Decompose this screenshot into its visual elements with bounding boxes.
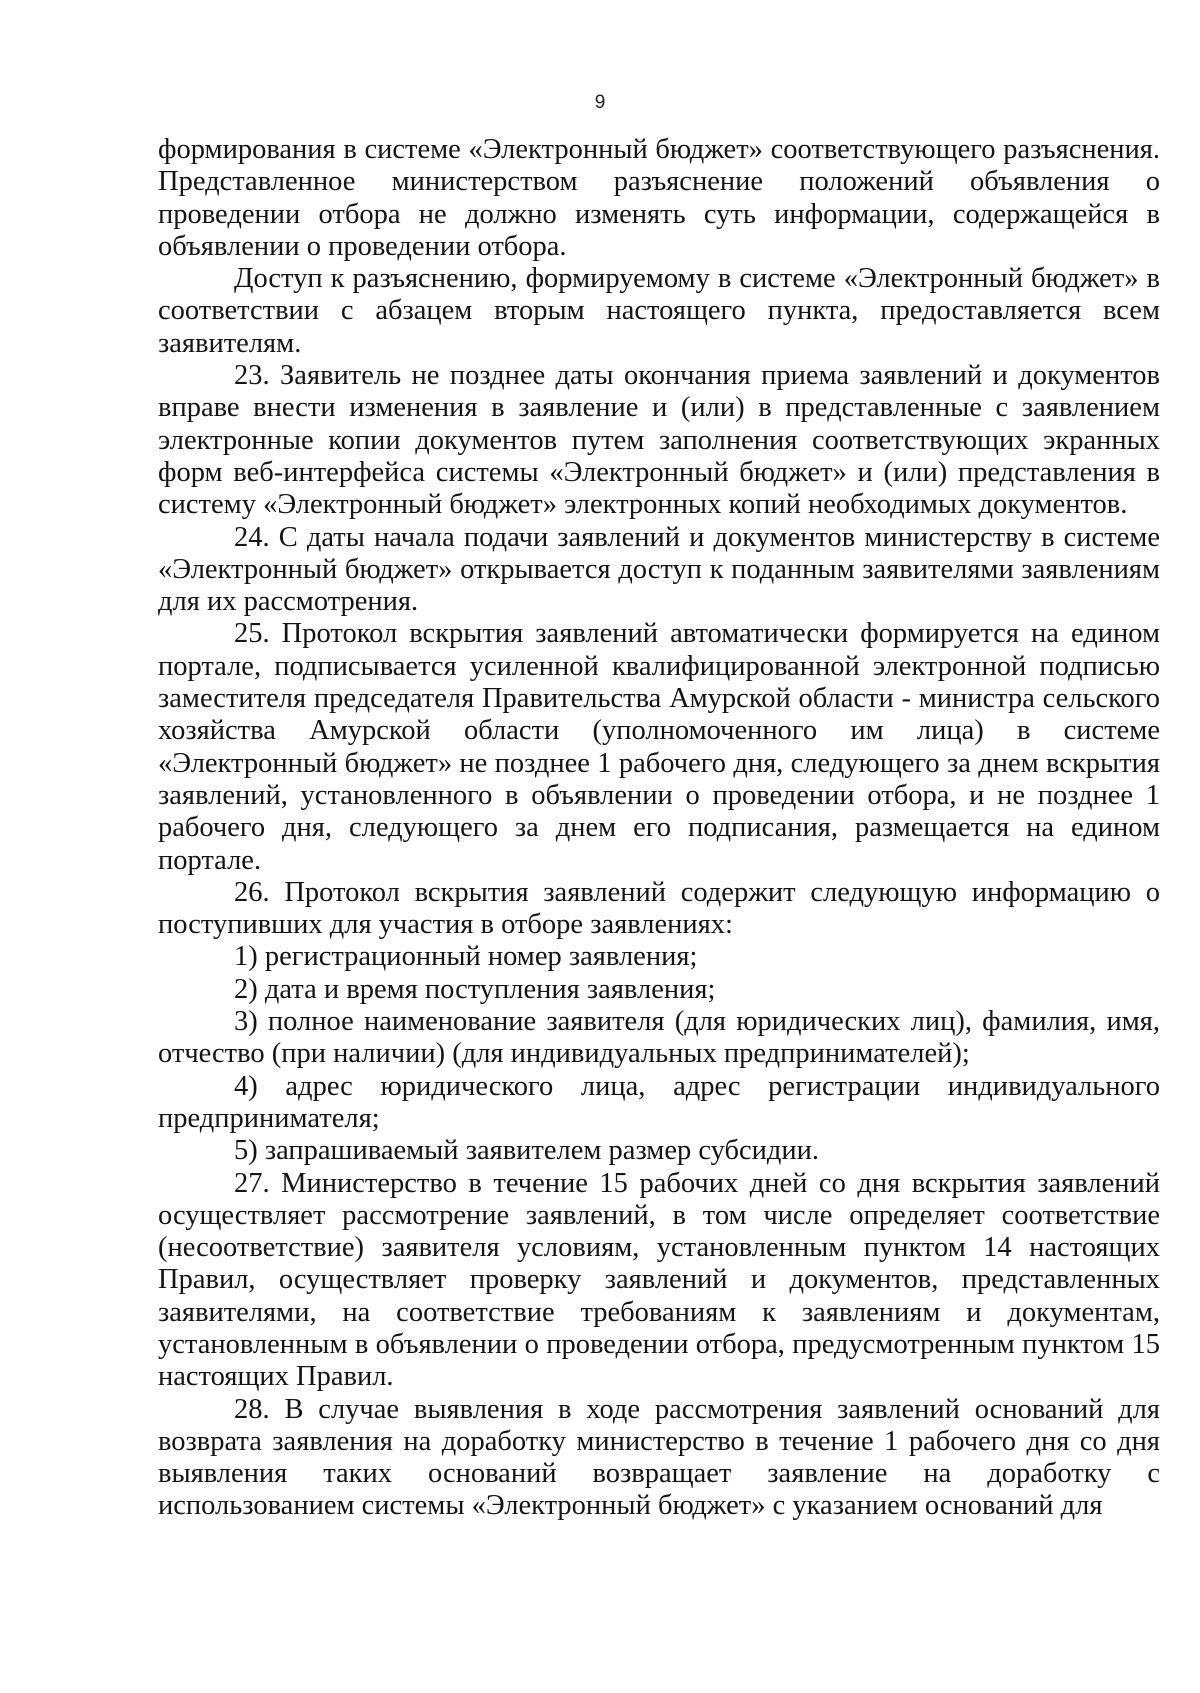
- paragraph-access-clarification: Доступ к разъяснению, формируемому в системе «Электронный бюджет» в соответствии с абзацем вторым настоящего пункта, предоставляется всем заявителям.: [158, 263, 1160, 359]
- paragraph-item-28: 28. В случае выявления в ходе рассмотрения заявлений оснований для возврата заявления на доработку министерство в течение 1 рабочего дня со дня выявления таких оснований возвращает заявление на доработку с использованием системы «Электронный бюджет» с указанием оснований для: [158, 1393, 1160, 1522]
- paragraph-continuation: формирования в системе «Электронный бюджет» соответствующего разъяснения. Представленное министерством разъяснение положений объявления о проведении отбора не должно изменять суть информации, содержащейся в объявлении о проведении отбора.: [158, 134, 1160, 262]
- list-item-26-4: 4) адрес юридического лица, адрес регистрации индивидуального предпринимателя;: [158, 1070, 1160, 1134]
- paragraph-item-26: 26. Протокол вскрытия заявлений содержит следующую информацию о поступивших для участия в отборе заявлениях:: [158, 876, 1160, 941]
- list-item-26-5: 5) запрашиваемый заявителем размер субсидии.: [234, 1135, 820, 1167]
- list-item-26-2: 2) дата и время поступления заявления;: [234, 973, 716, 1005]
- document-body: [158, 134, 1160, 1523]
- paragraph-item-24: 24. С даты начала подачи заявлений и документов министерству в системе «Электронный бюджет» открывается доступ к поданным заявителями заявлениям для их рассмотрения.: [158, 521, 1160, 618]
- paragraph-item-23: 23. Заявитель не позднее даты окончания приема заявлений и документов вправе внести изменения в заявление и (или) в представленные с заявлением электронные копии документов путем заполнения соответствующих экранных форм веб-интерфейса системы «Электронный бюджет» и (или) представления в систему «Электронный бюджет» электронных копий необходимых документов.: [158, 360, 1160, 521]
- page-number: 9: [594, 92, 606, 113]
- list-item-26-1: 1) регистрационный номер заявления;: [234, 941, 698, 973]
- paragraph-item-27: 27. Министерство в течение 15 рабочих дней со дня вскрытия заявлений осуществляет рассмотрение заявлений, в том числе определяет соответствие (несоответствие) заявителя условиям, установленным пунктом 14 настоящих Правил, осуществляет проверку заявлений и документов, представленных заявителями, на соответствие требованиям к заявлениям и документам, установленным в объявлении о проведении отбора, предусмотренным пунктом 15 настоящих Правил.: [158, 1167, 1160, 1393]
- list-item-26-3: 3) полное наименование заявителя (для юридических лиц), фамилия, имя, отчество (при наличии) (для индивидуальных предпринимателей);: [158, 1006, 1160, 1070]
- paragraph-item-25: 25. Протокол вскрытия заявлений автоматически формируется на едином портале, подписывается усиленной квалифицированной электронной подписью заместителя председателя Правительства Амурской области - министра сельского хозяйства Амурской области (уполномоченного им лица) в системе «Электронный бюджет» не позднее 1 рабочего дня, следующего за днем вскрытия заявлений, установленного в объявлении о проведении отбора, и не позднее 1 рабочего дня, следующего за днем его подписания, размещается на едином портале.: [158, 618, 1160, 876]
